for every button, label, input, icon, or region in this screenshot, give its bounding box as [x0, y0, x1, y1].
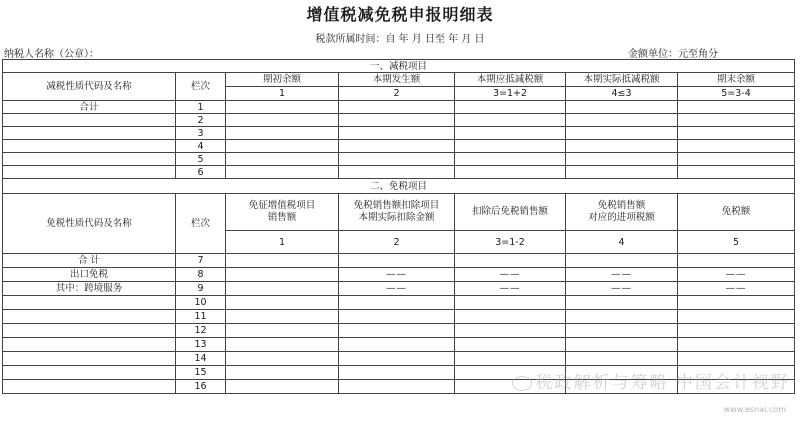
reduction-col-header: 本期应抵减税额: [455, 73, 566, 87]
reduction-section: [3, 60, 795, 179]
amount-cell[interactable]: [455, 101, 566, 114]
amount-cell[interactable]: [226, 310, 339, 324]
reduction-name-header: 减税性质代码及名称: [3, 73, 176, 101]
amount-cell[interactable]: [226, 254, 339, 268]
amount-cell[interactable]: [678, 114, 795, 127]
exemption-item-name: [3, 352, 176, 366]
table-row: [3, 268, 795, 282]
reduction-item-name: 合计: [3, 101, 176, 114]
exemption-item-name: [3, 366, 176, 380]
exemption-line-header: 栏次: [176, 194, 226, 254]
exemption-item-name: 其中：跨境服务: [3, 282, 176, 296]
exemption-col-header: 免税额: [678, 194, 795, 231]
tax-relief-detail-table: [2, 59, 795, 394]
amount-cell[interactable]: [566, 352, 678, 366]
exemption-item-name: 合 计: [3, 254, 176, 268]
amount-cell[interactable]: [226, 166, 339, 179]
table-row: [3, 296, 795, 310]
line-number: 6: [176, 166, 226, 179]
table-row: [3, 282, 795, 296]
exemption-name-header: 免税性质代码及名称: [3, 194, 176, 254]
line-number: 8: [176, 268, 226, 282]
amount-cell[interactable]: [455, 296, 566, 310]
amount-cell[interactable]: [566, 166, 678, 179]
table-row: [3, 166, 795, 179]
exemption-col-number: 4: [566, 231, 678, 254]
exemption-col-header: 免税销售额扣除项目 本期实际扣除金额: [339, 194, 455, 231]
amount-cell[interactable]: [566, 114, 678, 127]
exemption-col-header: 免税销售额 对应的进项税额: [566, 194, 678, 231]
amount-cell[interactable]: [226, 296, 339, 310]
amount-cell[interactable]: [226, 140, 339, 153]
line-number: 10: [176, 296, 226, 310]
amount-cell[interactable]: [226, 282, 339, 296]
line-number: 7: [176, 254, 226, 268]
amount-cell[interactable]: [226, 380, 339, 394]
amount-cell[interactable]: [678, 140, 795, 153]
amount-cell[interactable]: [226, 268, 339, 282]
amount-cell[interactable]: [339, 101, 455, 114]
amount-cell[interactable]: [455, 127, 566, 140]
amount-cell[interactable]: [566, 338, 678, 352]
line-number: 1: [176, 101, 226, 114]
table-row: [3, 101, 795, 114]
amount-cell[interactable]: [566, 153, 678, 166]
amount-cell[interactable]: [455, 254, 566, 268]
amount-cell[interactable]: [455, 114, 566, 127]
section-title-exemption: 二、免税项目: [3, 179, 795, 194]
amount-cell[interactable]: [339, 310, 455, 324]
amount-cell[interactable]: [678, 296, 795, 310]
amount-cell[interactable]: [339, 324, 455, 338]
amount-cell[interactable]: [678, 101, 795, 114]
reduction-col-number: 2: [339, 87, 455, 101]
line-number: 12: [176, 324, 226, 338]
reduction-col-number: 1: [226, 87, 339, 101]
table-row: [3, 127, 795, 140]
amount-cell[interactable]: [678, 352, 795, 366]
amount-cell[interactable]: [566, 127, 678, 140]
amount-cell[interactable]: [455, 310, 566, 324]
amount-cell[interactable]: [678, 324, 795, 338]
not-applicable-cell: ——: [455, 268, 566, 282]
reduction-col-header: 本期发生额: [339, 73, 455, 87]
reduction-col-header: 期末余额: [678, 73, 795, 87]
form-title: 增值税减免税申报明细表: [306, 5, 494, 24]
taxpayer-name-label: 纳税人名称（公章）：: [4, 49, 99, 60]
exemption-item-name: [3, 380, 176, 394]
reduction-item-name: [3, 127, 176, 140]
amount-cell[interactable]: [678, 338, 795, 352]
amount-cell[interactable]: [339, 114, 455, 127]
amount-cell[interactable]: [226, 127, 339, 140]
amount-cell[interactable]: [226, 338, 339, 352]
section-title-reduction: 一、减税项目: [3, 60, 795, 73]
table-row: [3, 324, 795, 338]
line-number: 2: [176, 114, 226, 127]
line-number: 3: [176, 127, 226, 140]
wechat-icon: [512, 376, 532, 391]
watermark-text: 税政解析与筹略 中国会计视野: [535, 373, 790, 393]
amount-unit-label: 金额单位：元至角分: [628, 49, 718, 60]
amount-cell[interactable]: [339, 352, 455, 366]
amount-cell[interactable]: [339, 380, 455, 394]
reduction-line-header: 栏次: [176, 73, 226, 101]
not-applicable-cell: ——: [455, 282, 566, 296]
not-applicable-cell: ——: [678, 268, 795, 282]
exemption-col-number: 5: [678, 231, 795, 254]
amount-cell[interactable]: [226, 352, 339, 366]
line-number: 5: [176, 153, 226, 166]
not-applicable-cell: ——: [678, 282, 795, 296]
table-row: [3, 153, 795, 166]
amount-cell[interactable]: [339, 254, 455, 268]
amount-cell[interactable]: [226, 366, 339, 380]
line-number: 11: [176, 310, 226, 324]
amount-cell[interactable]: [339, 127, 455, 140]
not-applicable-cell: ——: [339, 282, 455, 296]
amount-cell[interactable]: [566, 254, 678, 268]
amount-cell[interactable]: [226, 114, 339, 127]
amount-cell[interactable]: [455, 352, 566, 366]
not-applicable-cell: ——: [339, 268, 455, 282]
line-number: 4: [176, 140, 226, 153]
reduction-item-name: [3, 140, 176, 153]
table-row: [3, 254, 795, 268]
amount-cell[interactable]: [566, 140, 678, 153]
amount-cell[interactable]: [566, 101, 678, 114]
exemption-item-name: [3, 338, 176, 352]
amount-cell[interactable]: [455, 153, 566, 166]
exemption-col-header: 免征增值税项目 销售额: [226, 194, 339, 231]
line-number: 15: [176, 366, 226, 380]
amount-cell[interactable]: [339, 366, 455, 380]
exemption-section: [3, 179, 795, 394]
exemption-item-name: [3, 296, 176, 310]
amount-cell[interactable]: [455, 140, 566, 153]
amount-cell[interactable]: [339, 338, 455, 352]
reduction-col-header: 本期实际抵减税额: [566, 73, 678, 87]
table-row: [3, 310, 795, 324]
amount-cell[interactable]: [678, 166, 795, 179]
table-row: [3, 338, 795, 352]
amount-cell[interactable]: [226, 101, 339, 114]
amount-cell[interactable]: [678, 153, 795, 166]
amount-cell[interactable]: [566, 310, 678, 324]
table-row: [3, 114, 795, 127]
exemption-item-name: [3, 310, 176, 324]
amount-cell[interactable]: [455, 324, 566, 338]
table-row: [3, 140, 795, 153]
amount-cell[interactable]: [455, 338, 566, 352]
reduction-item-name: [3, 153, 176, 166]
reduction-col-number: 3=1+2: [455, 87, 566, 101]
line-number: 13: [176, 338, 226, 352]
not-applicable-cell: ——: [566, 282, 678, 296]
exemption-item-name: [3, 324, 176, 338]
amount-cell[interactable]: [339, 296, 455, 310]
amount-cell[interactable]: [678, 310, 795, 324]
line-number: 16: [176, 380, 226, 394]
amount-cell[interactable]: [678, 127, 795, 140]
amount-cell[interactable]: [455, 166, 566, 179]
exemption-col-number: 1: [226, 231, 339, 254]
exemption-item-name: 出口免税: [3, 268, 176, 282]
line-number: 9: [176, 282, 226, 296]
line-number: 14: [176, 352, 226, 366]
exemption-col-number: 2: [339, 231, 455, 254]
exemption-col-header: 扣除后免税销售额: [455, 194, 566, 231]
watermark: [512, 368, 790, 393]
reduction-col-number: 4≤3: [566, 87, 678, 101]
amount-cell[interactable]: [339, 153, 455, 166]
amount-cell[interactable]: [339, 140, 455, 153]
reduction-col-header: 期初余额: [226, 73, 339, 87]
table-row: [3, 352, 795, 366]
reduction-item-name: [3, 166, 176, 179]
amount-cell[interactable]: [566, 324, 678, 338]
amount-cell[interactable]: [226, 324, 339, 338]
watermark-url: www.esnai.com: [723, 405, 786, 414]
exemption-col-number: 3=1-2: [455, 231, 566, 254]
reduction-col-number: 5=3-4: [678, 87, 795, 101]
not-applicable-cell: ——: [566, 268, 678, 282]
amount-cell[interactable]: [226, 153, 339, 166]
amount-cell[interactable]: [566, 296, 678, 310]
reduction-item-name: [3, 114, 176, 127]
tax-period: 税款所属时间：自 年 月 日至 年 月 日: [315, 34, 485, 45]
amount-cell[interactable]: [678, 254, 795, 268]
amount-cell[interactable]: [339, 166, 455, 179]
